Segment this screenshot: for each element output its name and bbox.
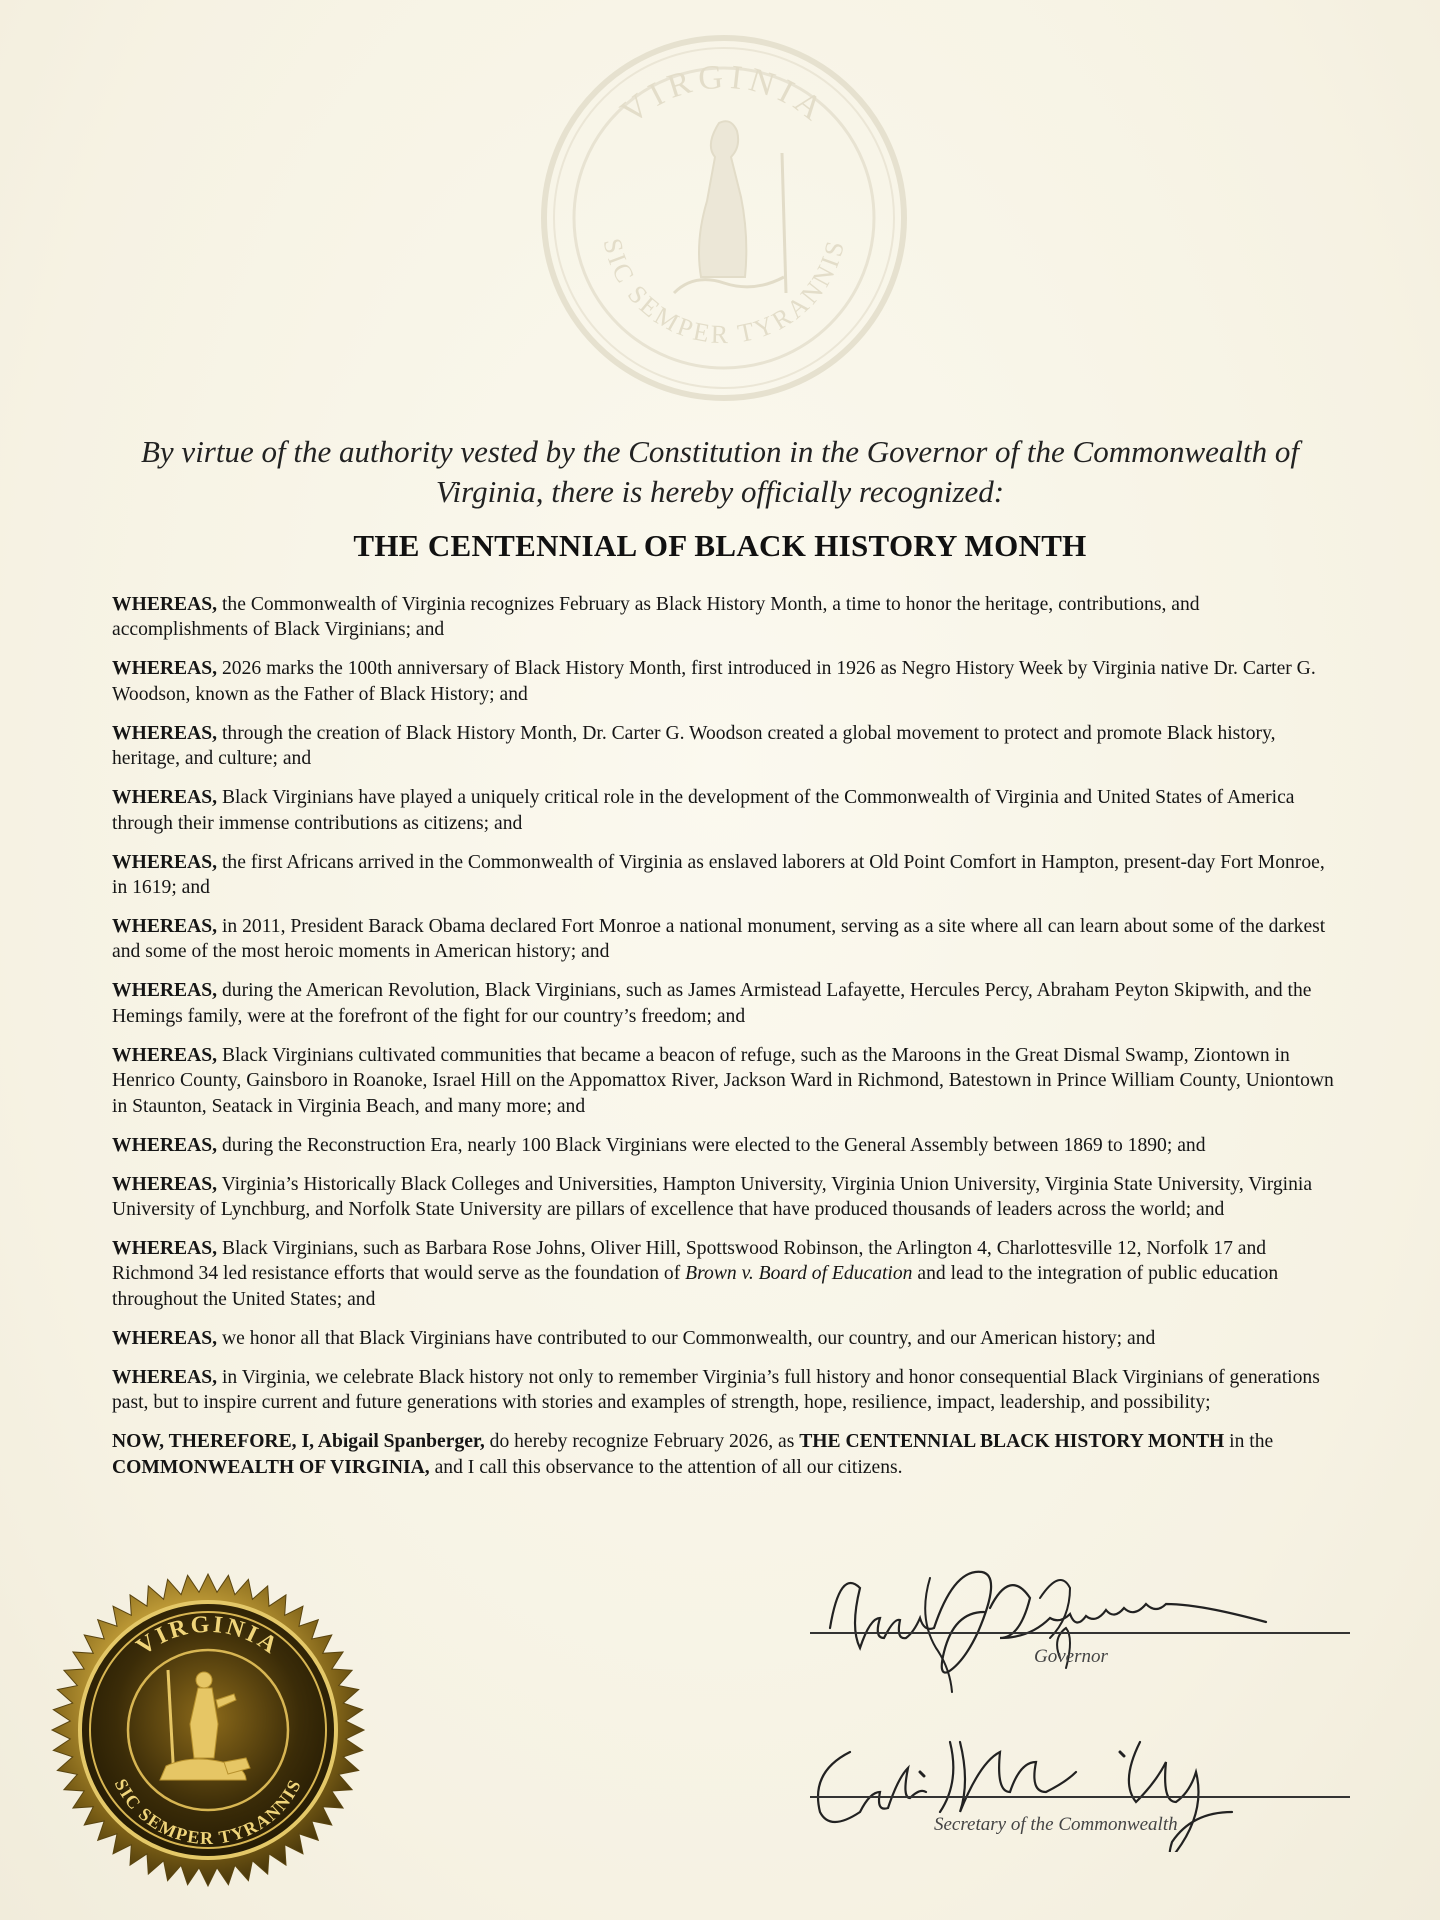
whereas-paragraph — [112, 914, 1340, 965]
whereas-label: WHEREAS, — [112, 1238, 218, 1260]
whereas-label: WHEREAS, — [112, 980, 218, 1002]
whereas-label: WHEREAS, — [112, 1044, 218, 1066]
whereas-paragraph — [112, 850, 1340, 901]
whereas-paragraph — [112, 592, 1340, 643]
resolution-lead: NOW, THEREFORE, I, Abigail Spanberger, — [112, 1431, 485, 1453]
whereas-label: WHEREAS, — [112, 787, 218, 809]
gold-seal-legend-top: VIRGINIA — [131, 1611, 285, 1661]
whereas-text: during the American Revolution, Black Virginians, such as James Armistead Lafayette, Hercules Percy, Abraham Peyton Skipwith, and the Hemings family, were at the forefront of the fight for our country’s freedom; and — [112, 980, 1312, 1027]
governor-signature — [790, 1548, 1350, 1698]
whereas-text: Black Virginians have played a uniquely critical role in the development of the Commonwealth of Virginia and United States of America through their immense contributions as citizens; and — [112, 787, 1295, 834]
governor-caption: Governor — [1034, 1646, 1108, 1667]
secretary-caption: Secretary of the Commonwealth — [934, 1814, 1178, 1835]
secretary-signature-block — [790, 1712, 1350, 1852]
whereas-paragraph — [112, 656, 1340, 707]
whereas-label: WHEREAS, — [112, 658, 218, 680]
secretary-signature-line — [810, 1796, 1350, 1798]
whereas-paragraph — [112, 1236, 1340, 1312]
whereas-text: Black Virginians, such as Barbara Rose Johns, Oliver Hill, Spottswood Robinson, the Arlington 4, Charlottesville 12, Norfolk 17 and Richmond 34 led resistance efforts that would serve as the foundation of — [112, 1238, 1267, 1285]
whereas-text: and lead to the integration of public education throughout the United States; and — [112, 1263, 1279, 1310]
whereas-text: the first Africans arrived in the Commonwealth of Virginia as enslaved laborers at Old Point Comfort in Hampton, present-day Fort Monroe, in 1619; and — [112, 851, 1325, 899]
whereas-paragraph — [112, 721, 1340, 772]
governor-signature-block — [790, 1548, 1350, 1698]
resolution-text: and I call this observance to the attention of all our citizens. — [434, 1456, 903, 1478]
whereas-label: WHEREAS, — [112, 1173, 218, 1195]
emboss-legend-top: VIRGINIA — [614, 58, 834, 132]
whereas-paragraph — [112, 1133, 1340, 1158]
whereas-text: the Commonwealth of Virginia recognizes February as Black History Month, a time to honor the heritage, contributions, and accomplishments of Black Virginians; and — [112, 594, 1200, 641]
whereas-paragraph — [112, 1172, 1340, 1223]
commonwealth-name: COMMONWEALTH OF VIRGINIA, — [112, 1456, 430, 1478]
whereas-paragraph — [112, 978, 1340, 1029]
whereas-label: WHEREAS, — [112, 1134, 218, 1156]
proclamation-title: THE CENTENNIAL OF BLACK HISTORY MONTH — [353, 528, 1087, 563]
whereas-label: WHEREAS, — [112, 722, 218, 744]
preamble: By virtue of the authority vested by the Constitution in the Governor of the Commonwealth of Virginia, there is hereby officially recognized: — [140, 434, 1300, 509]
resolution-text: do hereby recognize February 2026, as — [489, 1431, 795, 1453]
whereas-text: Black Virginians cultivated communities that became a beacon of refuge, such as the Maroons in the Great Dismal Swamp, Ziontown in Henrico County, Gainsboro in Roanoke, Israel Hill on the Appomattox River, Jackson Ward in Richmond, Batestown in Prince William County, Uniontown in Staunton, Seatack in Virginia Beach, and many more; and — [112, 1044, 1334, 1117]
whereas-text: through the creation of Black History Month, Dr. Carter G. Woodson created a global movement to protect and promote Black history, heritage, and culture; and — [112, 722, 1276, 770]
whereas-label: WHEREAS, — [112, 1327, 218, 1349]
gold-seal-legend-bottom: SIC SEMPER TYRANNIS — [110, 1775, 306, 1849]
observance-name: THE CENTENNIAL BLACK HISTORY MONTH — [799, 1431, 1225, 1453]
resolution-text: in the — [1229, 1431, 1274, 1453]
whereas-label: WHEREAS, — [112, 594, 218, 615]
whereas-label: WHEREAS, — [112, 916, 218, 938]
whereas-paragraph — [112, 1365, 1340, 1416]
whereas-text: Virginia’s Historically Black Colleges and Universities, Hampton University, Virginia Union University, Virginia State University, Virginia University of Lynchburg, and Norfolk State University are pillars of excellence that have produced thousands of leaders across the world; and — [112, 1173, 1313, 1221]
whereas-paragraph — [112, 1326, 1340, 1351]
whereas-paragraph — [112, 785, 1340, 836]
gold-foil-seal — [48, 1570, 368, 1890]
governor-signature-line — [810, 1632, 1350, 1634]
whereas-label: WHEREAS, — [112, 851, 218, 873]
whereas-text: in 2011, President Barack Obama declared Fort Monroe a national monument, serving as a site where all can learn about some of the darkest and some of the most heroic moments in American history; and — [112, 916, 1326, 963]
resolution-paragraph — [112, 1429, 1340, 1480]
whereas-text: 2026 marks the 100th anniversary of Black History Month, first introduced in 1926 as Negro History Week by Virginia native Dr. Carter G. Woodson, known as the Father of Black History; and — [112, 658, 1316, 705]
whereas-text: during the Reconstruction Era, nearly 100 Black Virginians were elected to the General Assembly between 1869 to 1890; and — [221, 1134, 1206, 1156]
proclamation-body — [112, 592, 1340, 1494]
case-name: Brown v. Board of Education — [685, 1263, 913, 1285]
whereas-text: we honor all that Black Virginians have contributed to our Commonwealth, our country, and our American history; and — [221, 1327, 1156, 1349]
whereas-label: WHEREAS, — [112, 1366, 218, 1388]
emboss-legend-bottom: SIC SEMPER TYRANNIS — [597, 235, 851, 350]
whereas-text: in Virginia, we celebrate Black history not only to remember Virginia’s full history and honor consequential Black Virginians of generations past, but to inspire current and future generations with stories and examples of strength, hope, resilience, impact, leadership, and possibility; — [112, 1366, 1320, 1414]
embossed-state-seal — [534, 28, 914, 408]
whereas-paragraph — [112, 1043, 1340, 1119]
